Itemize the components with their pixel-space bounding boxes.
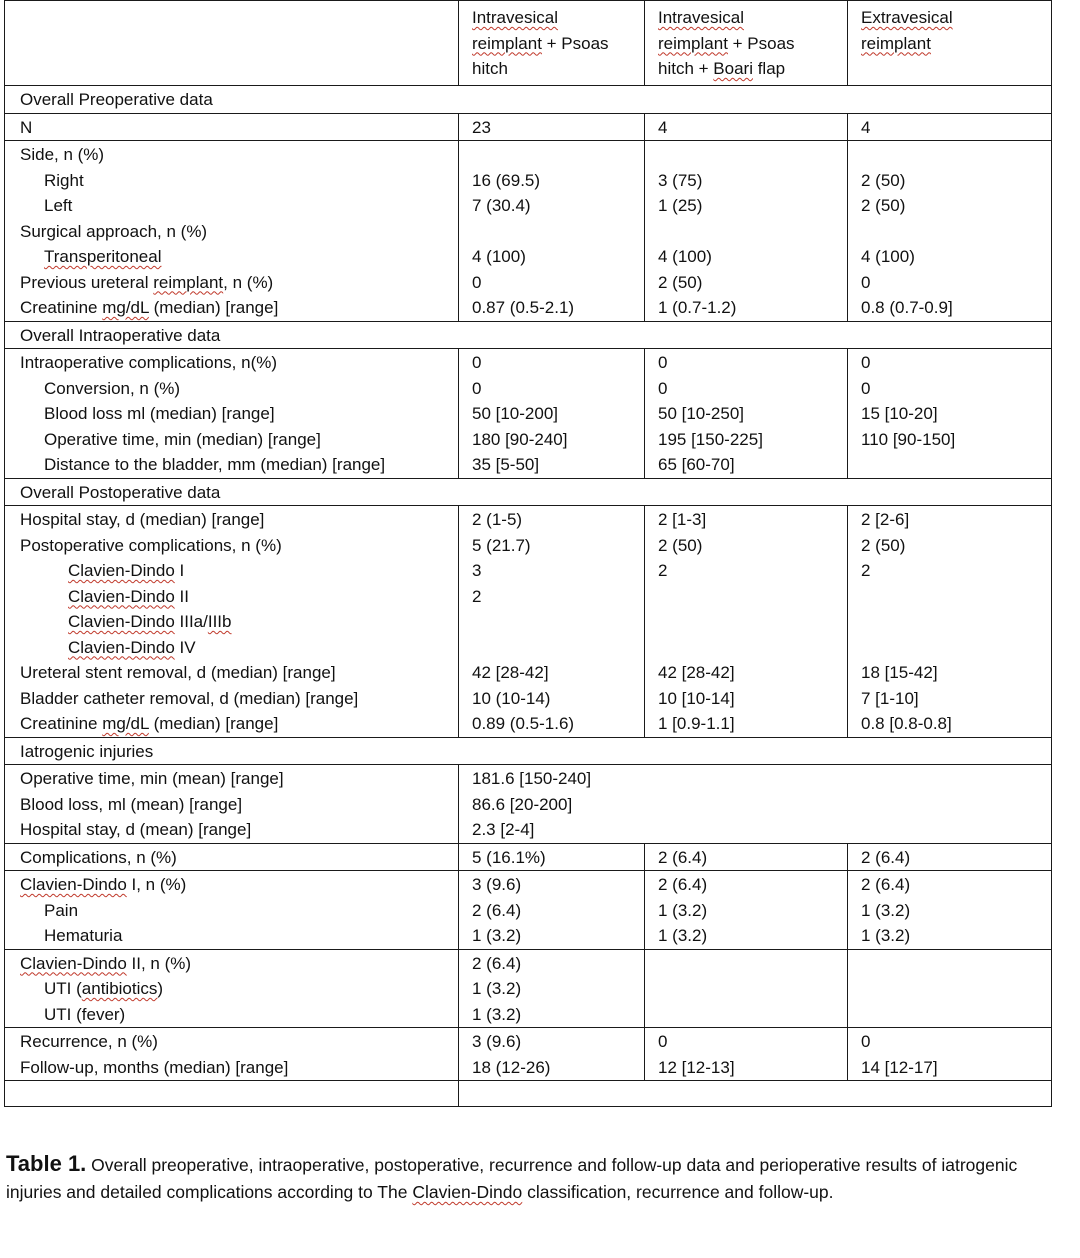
cell-value: 0: [658, 378, 668, 398]
cell-value: [861, 142, 1051, 168]
cell-value: [861, 635, 1051, 661]
row-label: Operative time, min (median) [range]: [44, 429, 321, 449]
cell-value: 1 [0.9-1.1]: [658, 714, 735, 733]
cell-value: 1 (25): [658, 196, 703, 215]
section-title: Overall Intraoperative data: [20, 325, 221, 345]
column-header-line: hitch: [472, 59, 508, 78]
cell-value: 86.6 [20-200]: [472, 794, 573, 814]
value-cell-col-2: [645, 871, 848, 950]
cell-value: 10 [10-14]: [658, 688, 735, 708]
cell-value: 110 [90-150]: [861, 429, 956, 449]
column-header-2: [645, 1, 848, 86]
section-header-row: [5, 321, 1052, 349]
cell-value: 10 (10-14): [472, 688, 551, 708]
value-cell-col-3: [848, 506, 1052, 738]
row-label: Clavien-Dindo IIIa/IIIb: [68, 612, 232, 631]
cell-value: 0: [658, 353, 668, 372]
section-header-cell: [5, 321, 1052, 349]
cell-value: 50 [10-250]: [658, 404, 745, 423]
row-label: UTI (fever): [44, 1004, 126, 1024]
cell-value: 181.6 [150-240]: [472, 769, 592, 788]
cell-value: [861, 609, 1051, 635]
section-header-row: [5, 478, 1052, 506]
cell-value: 3: [472, 561, 482, 580]
cell-value: 2 (50): [861, 170, 906, 190]
value-cell-col-2: [645, 113, 848, 141]
value-cell-col-1: [459, 141, 645, 322]
value-cell-col-2: [645, 949, 848, 1028]
header-corner-cell: [5, 1, 459, 86]
merged-value-cell: [459, 765, 1052, 844]
value-cell-col-2: [645, 141, 848, 322]
row-label: Left: [44, 196, 73, 215]
caption-text: Overall preoperative, intraoperative, postoperative, recurrence and follow-up data and perioperative results of iatrogenic injuries and detailed complications according to The Clavien-Dindo classification, recurrence and follow-up.: [6, 1155, 1018, 1202]
value-cell-col-3: [848, 1028, 1052, 1081]
results-table: [4, 0, 1052, 1107]
cell-value: 1 (0.7-1.2): [658, 298, 737, 317]
cell-value: 18 [15-42]: [861, 663, 938, 682]
cell-value: 2 (6.4): [861, 847, 911, 867]
cell-value: 0.8 [0.8-0.8]: [861, 714, 952, 733]
cell-value: 0: [472, 272, 482, 292]
cell-value: 2 (6.4): [658, 875, 708, 894]
cell-value: 5 (16.1%): [472, 847, 546, 867]
cell-value: 2.3 [2-4]: [472, 820, 535, 839]
cell-value: 2: [861, 561, 871, 580]
cell-value: 195 [150-225]: [658, 429, 763, 449]
value-cell-col-2: [645, 506, 848, 738]
row-label-cell: [5, 113, 459, 141]
cell-value: 2 (6.4): [861, 875, 911, 894]
cell-value: 0.89 (0.5-1.6): [472, 714, 575, 733]
cell-value: 0: [861, 378, 871, 398]
cell-value: 0: [472, 353, 482, 372]
row-label: Blood loss ml (median) [range]: [44, 404, 275, 423]
row-label: Creatinine mg/dL (median) [range]: [20, 298, 279, 317]
data-block-row: [5, 349, 1052, 479]
cell-value: 3 (9.6): [472, 1032, 522, 1051]
cell-value: 15 [10-20]: [861, 404, 938, 423]
cell-value: [861, 584, 1051, 610]
data-block-row: [5, 1028, 1052, 1081]
row-label: Clavien-Dindo IV: [68, 637, 196, 657]
cell-value: 1 (3.2): [861, 926, 911, 945]
data-block-row: [5, 843, 1052, 871]
cell-value: 50 [10-200]: [472, 404, 559, 423]
value-cell-col-1: [459, 113, 645, 141]
row-label: Follow-up, months (median) [range]: [20, 1057, 289, 1077]
caption-label: Table 1.: [6, 1151, 87, 1176]
cell-value: 0: [472, 378, 482, 398]
value-cell-col-1: [459, 949, 645, 1028]
table-caption: [6, 1150, 1074, 1206]
cell-value: [472, 609, 644, 635]
empty-value-cell: [459, 1081, 1052, 1107]
cell-value: [861, 951, 1051, 977]
cell-value: 0: [861, 1032, 871, 1051]
row-label: Bladder catheter removal, d (median) [range]: [20, 688, 359, 708]
cell-value: [658, 976, 847, 1002]
cell-value: 2 (6.4): [472, 953, 522, 973]
row-label: Right: [44, 170, 84, 190]
cell-value: 1 (3.2): [472, 979, 522, 998]
row-label-cell: [5, 1028, 459, 1081]
cell-value: 16 (69.5): [472, 170, 541, 190]
cell-value: [861, 976, 1051, 1002]
cell-value: 2 (6.4): [472, 900, 522, 920]
row-label: Surgical approach, n (%): [20, 221, 208, 241]
row-label: Hospital stay, d (mean) [range]: [20, 820, 252, 839]
cell-value: 0.8 (0.7-0.9]: [861, 298, 953, 317]
cell-value: [658, 609, 847, 635]
cell-value: 12 [12-13]: [658, 1057, 735, 1077]
row-label-cell: [5, 506, 459, 738]
row-label: Clavien-Dindo II, n (%): [20, 953, 192, 973]
row-label: Ureteral stent removal, d (median) [range]: [20, 663, 336, 682]
row-label-cell: [5, 949, 459, 1028]
cell-value: [861, 219, 1051, 245]
row-label: Previous ureteral reimplant, n (%): [20, 272, 274, 292]
row-label: Clavien-Dindo I: [68, 561, 185, 580]
value-cell-col-2: [645, 349, 848, 479]
value-cell-col-3: [848, 113, 1052, 141]
cell-value: 1 (3.2): [658, 926, 708, 945]
cell-value: [658, 635, 847, 661]
row-label: Operative time, min (mean) [range]: [20, 769, 284, 788]
section-title: Overall Postoperative data: [20, 482, 221, 502]
row-label: UTI (antibiotics): [44, 979, 164, 998]
cell-value: 0: [861, 353, 871, 372]
section-header-row: [5, 737, 1052, 765]
section-header-cell: [5, 737, 1052, 765]
cell-value: 4: [658, 117, 668, 137]
row-label-cell: [5, 141, 459, 322]
column-header-line: hitch + Boari flap: [658, 59, 786, 78]
row-label: Creatinine mg/dL (median) [range]: [20, 714, 279, 733]
cell-value: 7 [1-10]: [861, 688, 919, 708]
merged-block-row: [5, 765, 1052, 844]
cell-value: [658, 584, 847, 610]
section-header-row: [5, 86, 1052, 114]
value-cell-col-1: [459, 506, 645, 738]
value-cell-col-3: [848, 349, 1052, 479]
cell-value: 2: [472, 586, 482, 606]
empty-row: [5, 1081, 1052, 1107]
cell-value: 2 [2-6]: [861, 510, 910, 529]
cell-value: 2 (50): [658, 272, 703, 292]
cell-value: 2: [658, 561, 668, 580]
cell-value: 7 (30.4): [472, 196, 531, 215]
value-cell-col-1: [459, 843, 645, 871]
cell-value: 3 (75): [658, 170, 703, 190]
column-header-line: reimplant + Psoas: [472, 33, 609, 53]
data-block-row: [5, 949, 1052, 1028]
results-table-body: [5, 1, 1052, 1107]
cell-value: 2 (50): [861, 196, 906, 215]
cell-value: [658, 142, 847, 168]
value-cell-col-1: [459, 349, 645, 479]
data-block-row: [5, 506, 1052, 738]
cell-value: 1 (3.2): [472, 926, 522, 945]
row-label: Clavien-Dindo II: [68, 586, 189, 606]
cell-value: [472, 635, 644, 661]
row-label: Distance to the bladder, mm (median) [range]: [44, 455, 386, 474]
cell-value: 5 (21.7): [472, 535, 531, 555]
section-header-cell: [5, 86, 1052, 114]
row-label: Recurrence, n (%): [20, 1032, 158, 1051]
row-label: Clavien-Dindo I, n (%): [20, 875, 187, 894]
row-label-cell: [5, 871, 459, 950]
cell-value: 180 [90-240]: [472, 429, 568, 449]
column-header-line: reimplant + Psoas: [658, 33, 795, 53]
cell-value: 1 (3.2): [861, 900, 911, 920]
cell-value: 1 (3.2): [658, 900, 708, 920]
column-header-1: [459, 1, 645, 86]
cell-value: 1 (3.2): [472, 1004, 522, 1024]
row-label: Hematuria: [44, 926, 123, 945]
row-label: Transperitoneal: [44, 247, 162, 266]
value-cell-col-3: [848, 141, 1052, 322]
cell-value: 2 (6.4): [658, 847, 708, 867]
header-row: [5, 1, 1052, 86]
row-label: Blood loss, ml (mean) [range]: [20, 794, 243, 814]
cell-value: 3 (9.6): [472, 875, 522, 894]
cell-value: [658, 1002, 847, 1028]
row-label-cell: [5, 349, 459, 479]
row-label: Postoperative complications, n (%): [20, 535, 282, 555]
value-cell-col-1: [459, 1028, 645, 1081]
cell-value: 4: [861, 117, 871, 137]
row-label-cell: [5, 765, 459, 844]
column-header-line: Intravesical: [472, 8, 558, 27]
cell-value: 23: [472, 117, 491, 137]
cell-value: [658, 219, 847, 245]
cell-value: [472, 219, 644, 245]
cell-value: [472, 142, 644, 168]
row-label: Hospital stay, d (median) [range]: [20, 510, 265, 529]
value-cell-col-2: [645, 843, 848, 871]
data-block-row: [5, 871, 1052, 950]
row-label: Conversion, n (%): [44, 378, 181, 398]
row-label: N: [20, 117, 33, 137]
cell-value: 65 [60-70]: [658, 455, 735, 474]
column-header-line: Extravesical: [861, 8, 953, 27]
cell-value: 4 (100): [472, 247, 526, 266]
section-title: Overall Preoperative data: [20, 90, 213, 109]
cell-value: 18 (12-26): [472, 1057, 551, 1077]
row-label: Pain: [44, 900, 79, 920]
cell-value: 42 [28-42]: [658, 663, 735, 682]
row-label-cell: [5, 843, 459, 871]
cell-value: 0.87 (0.5-2.1): [472, 298, 575, 317]
value-cell-col-3: [848, 949, 1052, 1028]
cell-value: 4 (100): [658, 247, 712, 266]
cell-value: 14 [12-17]: [861, 1057, 938, 1077]
data-block-row: [5, 113, 1052, 141]
section-header-cell: [5, 478, 1052, 506]
value-cell-col-3: [848, 871, 1052, 950]
cell-value: [861, 1002, 1051, 1028]
cell-value: [658, 951, 847, 977]
column-header-line: reimplant: [861, 33, 931, 53]
cell-value: 0: [861, 272, 871, 292]
column-header-3: [848, 1, 1052, 86]
row-label: Intraoperative complications, n(%): [20, 353, 278, 372]
cell-value: 35 [5-50]: [472, 455, 540, 474]
cell-value: 2 (1-5): [472, 510, 523, 529]
cell-value: [861, 452, 1051, 478]
cell-value: 42 [28-42]: [472, 663, 549, 682]
value-cell-col-2: [645, 1028, 848, 1081]
data-block-row: [5, 141, 1052, 322]
row-label: Complications, n (%): [20, 847, 177, 867]
row-label: Side, n (%): [20, 145, 105, 164]
section-title: Iatrogenic injuries: [20, 741, 154, 761]
column-header-line: Intravesical: [658, 8, 744, 27]
value-cell-col-1: [459, 871, 645, 950]
value-cell-col-3: [848, 843, 1052, 871]
cell-value: 2 (50): [658, 535, 703, 555]
empty-label-cell: [5, 1081, 459, 1107]
cell-value: 0: [658, 1032, 668, 1051]
cell-value: 2 [1-3]: [658, 510, 707, 529]
cell-value: 4 (100): [861, 247, 915, 266]
cell-value: 2 (50): [861, 535, 906, 555]
